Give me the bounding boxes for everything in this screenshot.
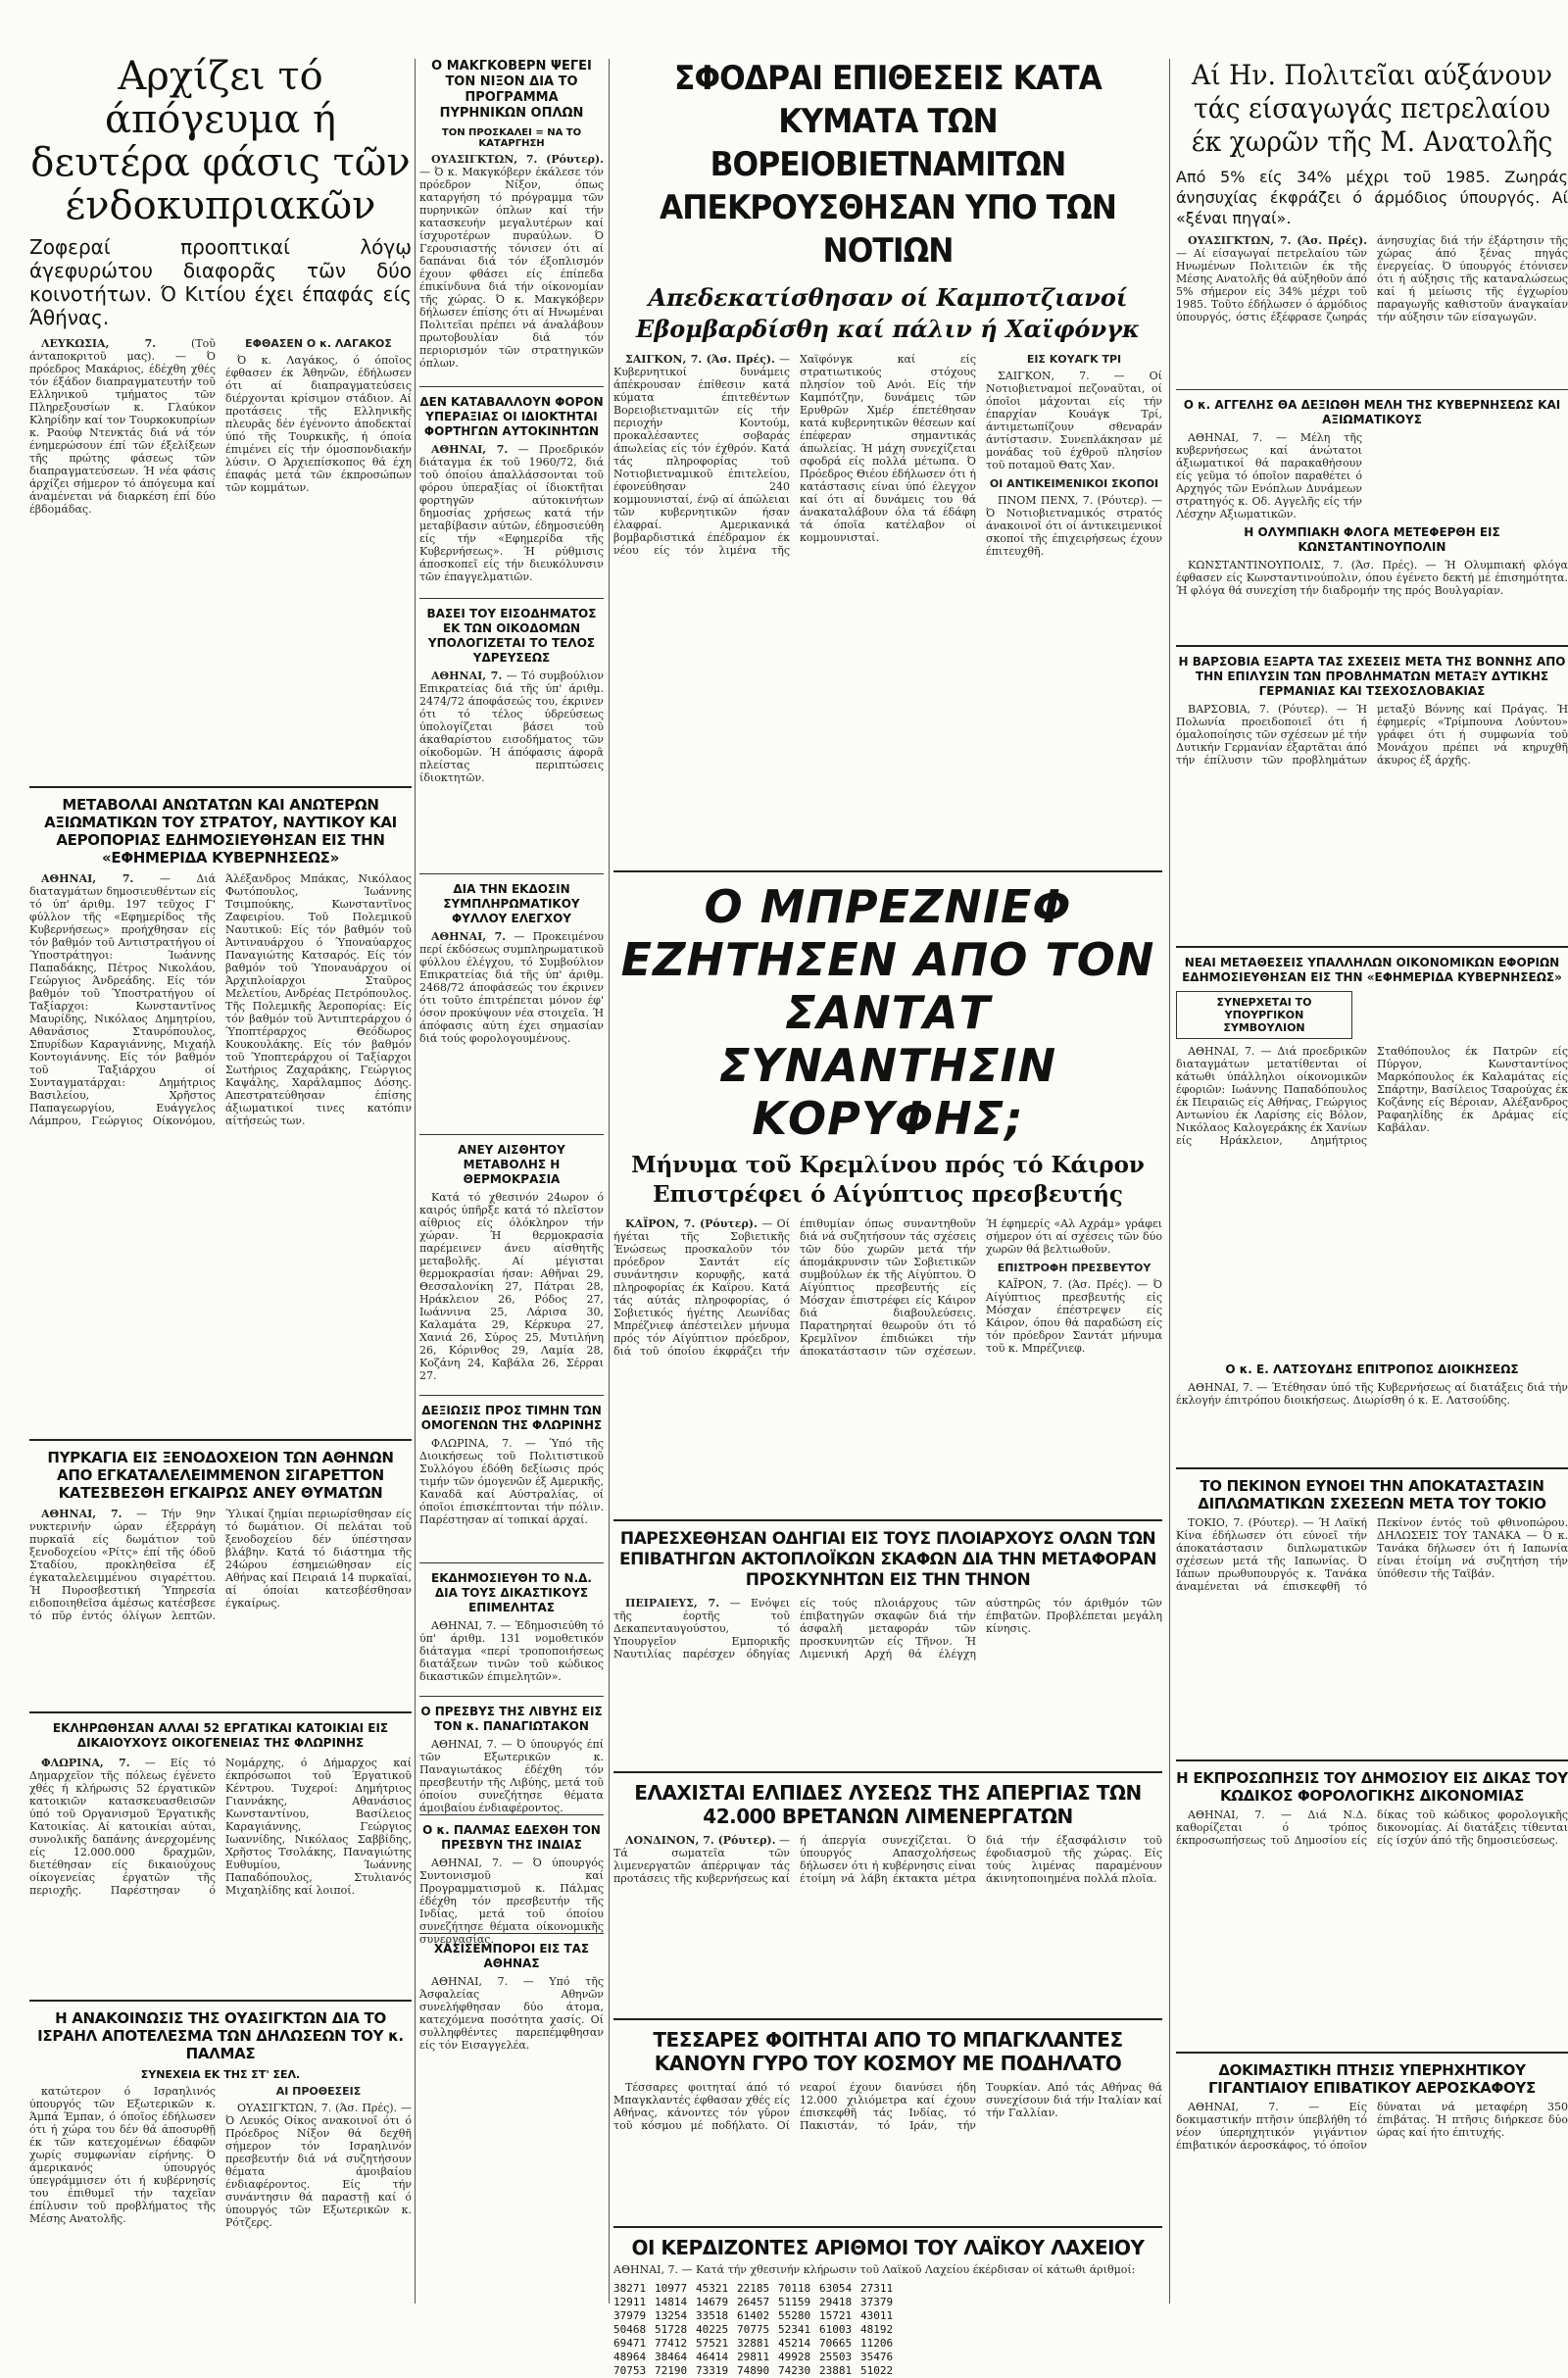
headline-warsaw-bonn: Η ΒΑΡΣΟΒΙΑ ΕΞΑΡΤΑ ΤΑΣ ΣΧΕΣΕΙΣ ΜΕΤΑ ΤΗΣ ΒΟΝΝΗΣ ΑΠΟ ΤΗΝ ΕΠΙΛΥΣΙΝ ΤΩΝ ΠΡΟΒΛΗΜΑΤΩΝ ΜΕΤΑΞΥ ΔΥΤΙΚΗΣ ΓΕΡΜΑΝΙΑΣ ΚΑΙ ΤΣΕΧΟΣΛΟΒΑΚΙΑΣ [1178,655,1566,698]
headline-libya-ambassador: Ο ΠΡΕΣΒΥΣ ΤΗΣ ΛΙΒΥΗΣ ΕΙΣ ΤΟΝ κ. ΠΑΝΑΓΙΩΤΑΚΟΝ [420,1705,603,1733]
lottery-numbers-table [613,2282,1162,2378]
lottery-number: 26457 [737,2296,770,2308]
lottery-number: 40225 [696,2323,729,2336]
lottery-number: 22185 [737,2282,770,2295]
lottery-number: 48964 [613,2351,647,2363]
article-vietnam-body [613,353,1162,863]
dateline: ΣΑΙΓΚΟΝ, 7. (Άσ. Πρές). [625,353,775,366]
article-text: Κατά τό χθεσινόν 24ωρον ό καιρός ύπῆρξε κατά τό πλεῖστον αίθριος είς όλόκληρον τήν χώραν. Ή θερμοκρασία παρέμεινεν άνευ αίσθητῆς μεταβολῆς. Αί μέγισται θερμοκρασίαι ήσαν: Αθῆναι 29, Θεσσαλονίκη 27, Πάτραι 28, Ηράκλειον 26, Ρόδος 27, Ιωάννινα 25, Λάρισα 30, Καλαμάτα 29, Κέρκυρα 27, Χανιά 26, Σύρος 25, Μυτιλήνη 26, Κόρινθος 29, Λαμία 28, Κοζάνη 24, Καβάλα 26, Σέρραι 27. [419,1191,604,1382]
dateline: ΦΛΩΡΙΝΑ, 7. [41,1757,130,1769]
article-workers-housing-body [29,1757,412,1992]
lottery-number: 27311 [860,2282,894,2295]
lottery-number: 73319 [696,2364,729,2377]
lead-headline-us-oil: Αί Ην. Πολιτεῖαι αύξάνουν τάς είσαγωγάς πετρελαίου έκ χωρῶν τῆς Μ. Ανατολῆς [1191,59,1553,158]
headline-mcgovern: Ο ΜΑΚΓΚΟΒΕΡΝ ΨΕΓΕΙ ΤΟΝ ΝΙΞΟΝ ΔΙΑ ΤΟ ΠΡΟΓΡΑΜΜΑ ΠΥΡΗΝΙΚΩΝ ΟΠΛΩΝ [431,59,592,121]
lottery-number: 48192 [860,2323,894,2336]
article-water-fee-body [419,669,604,866]
article-warsaw-bonn-body [1176,703,1568,938]
article-control-sheet-body [419,930,604,1126]
article-hotel-fire-body [29,1508,412,1704]
lottery-number: 38464 [655,2351,688,2363]
banner-headline-vietnam: ΣΦΟΔΡΑΙ ΕΠΙΘΕΣΕΙΣ ΚΑΤΑ ΚΥΜΑΤΑ ΤΩΝ ΒΟΡΕΙΟΒΙΕΤΝΑΜΙΤΩΝ ΑΠΕΚΡΟΥΣΘΗΣΑΝ ΥΠΟ ΤΩΝ ΝΟΤΙΩΝ [659,59,1117,271]
article-text: — Αί είσαγωγαί πετρελαίου τῶν Ηνωμένων Πολιτειῶν έκ τῆς Μέσης Ανατολῆς θά αύξηθοῦν άπό 5% σήμερον είς 34% μέχρι τοῦ 1985. Τοῦτο έδήλωσεν ό άρμόδιος ύπουργός, όστις έξέφρασε ζωηράς άνησυχίας διά τήν έξάρτησιν τῆς χώρας άπό ξένας πηγάς ένεργείας. Ό ύπουργός έτόνισεν ότι ή αύξησις τῆς καταναλώσεως καί ή μείωσις τῆς έγχωρίου παραγωγῆς καθιστοῦν άναγκαίαν τήν αύξησιν τῶν είσαγωγῶν. [1176,234,1568,323]
article-hashish-body [419,1975,604,2063]
headline-temperature: ΑΝΕΥ ΑΙΣΘΗΤΟΥ ΜΕΤΑΒΟΛΗΣ Η ΘΕΡΜΟΚΡΑΣΙΑ [458,1143,565,1186]
lottery-intro: ΑΘΗΝΑΙ, 7. — Κατά τήν χθεσινήν κλήρωσιν τοῦ Λαϊκοῦ Λαχείου έκέρδισαν οί κάτωθι άριθμοί: [613,2263,1136,2276]
headline-military-promotions: ΜΕΤΑΒΟΛΑΙ ΑΝΩΤΑΤΩΝ ΚΑΙ ΑΝΩΤΕΡΩΝ ΑΞΙΩΜΑΤΙΚΩΝ ΤΟΥ ΣΤΡΑΤΟΥ, ΝΑΥΤΙΚΟΥ ΚΑΙ ΑΕΡΟΠΟΡΙΑΣ ΕΔΗΜΟΣΙΕΥΘΗΣΑΝ ΕΙΣ ΤΗΝ «ΕΦΗΜΕΡΙΔΑ ΚΥΒΕΡΝΗΣΕΩΣ» [44,796,397,867]
article-olympic-flame-body [1176,559,1568,637]
article-dockers-strike-body [613,1834,1162,2010]
box-cabinet-meeting: ΣΥΝΕΡΧΕΤΑΙ ΤΟ ΥΠΟΥΡΓΙΚΟΝ ΣΥΜΒΟΥΛΙΟΝ [1176,991,1352,1039]
article-text: — Διά διαταγμάτων δημοσιευθέντων είς τό ύπ' άριθμ. 197 τεῦχος Γ' φύλλον τῆς «Εφημερίδος τῆς Κυβερνήσεως» προήχθησαν είς τόν βαθμόν τοῦ Αντιστρατήγου οί Ύποστράτηγοι: Ίωάννης Παπαδάκης, Πέτρος Νικολάου, Γεώργιος Άνδρεάδης. Είς τόν βαθμόν τοῦ Ύποστρατήγου οί Ταξίαρχοι: Κωνσταντῖνος Μαυρίδης, Νικόλαος Δημητρίου, Αθανάσιος Σταυρόπουλος, Σπυρίδων Καραγιάννης, Μιχαήλ Κοντογιάννης. Είς τόν βαθμόν τοῦ Ταξιάρχου οί Συνταγματάρχαι: Δημήτριος Βασιλείου, Χρῆστος Παπαγεωργίου, Ευάγγελος Λάμπρου, Γεώργιος Οίκονόμου, Άλέξανδρος Μπάκας, Νικόλαος Φωτόπουλος, Ίωάννης Τσιμπούκης, Κωνσταντῖνος Ζαφειρίου. Τοῦ Πολεμικοῦ Ναυτικοῦ: Είς τόν βαθμόν τοῦ Άντιναυάρχου ό Ύποναύαρχος Παναγιώτης Κατσαρός. Είς τόν βαθμόν τοῦ Ύποναυάρχου οί Άρχιπλοίαρχοι Σταῦρος Μελετίου, Ανδρέας Πετρόπουλος. Τῆς Πολεμικῆς Άεροπορίας: Είς τόν βαθμόν τοῦ Άντιπτεράρχου ό Ύποπτέραρχος Θεόδωρος Κουκουλάκης. Είς τόν βαθμόν τοῦ Ύποπτεράρχου οί Ταξίαρχοι Σωτήριος Ζαχαράκης, Γεώργιος Καψάλης, Χαράλαμπος Δόσης. Απεστρατεύθησαν έπίσης άξιωματικοί τινες κατόπιν αίτήσεώς των. [29,872,412,1127]
dateline: ΛΕΥΚΩΣΙΑ, 7. [41,337,157,350]
lottery-number: 52341 [778,2323,811,2336]
headline-lottery: ΟΙ ΚΕΡΔΙΖΟΝΤΕΣ ΑΡΙΘΜΟΙ ΤΟΥ ΛΑΪΚΟΥ ΛΑΧΕΙΟΥ [631,2236,1145,2259]
lottery-row [613,2323,1162,2337]
article-text: ΑΘΗΝΑΙ, 7. — Διά Ν.Δ. καθορίζεται ό τρόπος έκπροσωπήσεως τοῦ Δημοσίου είς δίκας τοῦ κώδικος φορολογικῆς δικονομίας. Αί διατάξεις τίθενται είς ίσχύν άπό τῆς δημοσιεύσεως. [1176,1808,1568,1847]
lottery-number: 25503 [819,2351,853,2363]
lottery-number: 74890 [737,2364,770,2377]
article-text: — Τά σωματεῖα τῶν λιμενεργατῶν άπέρριψαν τάς προτάσεις τῆς κυβερνήσεως καί ή άπεργία συνεχίζεται. Ό ύπουργός Απασχολήσεως δήλωσεν ότι ή κυβέρνησις είναι έτοίμη νά λάβη έκτακτα μέτρα διά τήν έξασφάλισιν τοῦ έφοδιασμοῦ τῆς χώρας. Είς τούς λιμένας παραμένουν άκινητοποιημένα πολλά πλοῖα. [613,1834,1162,1885]
article-subhead: ΑΙ ΠΡΟΘΕΣΕΙΣ [275,2085,362,2098]
column-rule-2 [609,59,610,2304]
lottery-number: 51159 [778,2296,811,2308]
headline-hotel-fire: ΠΥΡΚΑΓΙΑ ΕΙΣ ΞΕΝΟΔΟΧΕΙΟΝ ΤΩΝ ΑΘΗΝΩΝ ΑΠΟ ΕΓΚΑΤΑΛΕΛΕΙΜΜΕΝΟΝ ΣΙΓΑΡΕΤΤΟΝ ΚΑΤΕΣΒΕΣΘΗ ΕΓΚΑΙΡΩΣ ΑΝΕΥ ΘΥΜΑΤΩΝ [47,1449,394,1502]
article-cyprus-body [29,337,412,778]
dateline: ΟΥΑΣΙΓΚΤΩΝ, 7. (Ρόυτερ). [431,153,604,166]
headline-angelis-dinner: Ο κ. ΑΓΓΕΛΗΣ ΘΑ ΔΕΞΙΩΘΗ ΜΕΛΗ ΤΗΣ ΚΥΒΕΡΝΗΣΕΩΣ ΚΑΙ ΑΞΙΩΜΑΤΙΚΟΥΣ [1183,398,1561,426]
lottery-number: 61003 [819,2323,853,2336]
lottery-number: 23881 [819,2364,853,2377]
lottery-number: 70118 [778,2282,811,2295]
lottery-number: 74230 [778,2364,811,2377]
lottery-number: 13254 [655,2309,688,2322]
headline-bangladesh-cyclists: ΤΕΣΣΑΡΕΣ ΦΟΙΤΗΤΑΙ ΑΠΟ ΤΟ ΜΠΑΓΚΛΑΝΤΕΣ ΚΑΝΟΥΝ ΓΥΡΟ ΤΟΥ ΚΟΣΜΟΥ ΜΕ ΠΟΔΗΛΑΤΟ [653,2028,1123,2075]
dateline: ΑΘΗΝΑΙ, 7. [41,872,134,885]
lottery-row [613,2282,1162,2296]
continuation-kicker: ΣΥΝΕΧΕΙΑ ΕΚ ΤΗΣ ΣΤ' ΣΕΛ. [140,2068,301,2081]
article-angelis-dinner-body [1176,431,1362,520]
dateline: ΑΘΗΝΑΙ, 7. [431,669,503,682]
lottery-row [613,2337,1162,2351]
article-peking-tokyo-body [1176,1516,1568,1752]
lottery-number: 32881 [737,2337,770,2350]
article-text: ΑΘΗΝΑΙ, 7. — Ό ύπουργός Συντονισμοῦ καί Προγραμματισμοῦ κ. Πάλμας έδέχθη τόν πρεσβευτήν τῆς Ινδίας, μετά τοῦ όποίου συνεζήτησε θέματα οίκονομικῆς συνεργασίας. [419,1857,604,1946]
article-text: (Τοῦ άνταποκριτοῦ μας). — Ό πρόεδρος Μακάριος, έδέχθη χθές τόν έξάδον διαπραγματευτήν τοῦ Ελληνικοῦ τμήματος τῶν Πληρεξουσίων κ. Γλαύκον Κληρίδην καί τον Τουρκοκυπρίων κ. Ραούφ Ντενκτάς διά νά τόν ένημερώσουν έπί τῶν έξελίξεων τῆς πρώτης φάσεως τῶν διαπραγματεύσεων. Ή νέα φάσις άρχίζει σήμερον τό άπόγευμα καί άναμένεται νά διαρκέση έπί δύο έβδομάδας. [29,337,216,516]
article-temperature-body [419,1191,604,1387]
lottery-number: 33518 [696,2309,729,2322]
headline-tax-procedure: Η ΕΚΠΡΟΣΩΠΗΣΙΣ ΤΟΥ ΔΗΜΟΣΙΟΥ ΕΙΣ ΔΙΚΑΣ ΤΟΥ ΚΩΔΙΚΟΣ ΦΟΡΟΛΟΓΙΚΗΣ ΔΙΚΟΝΟΜΙΑΣ [1176,1769,1568,1805]
article-tax-office-transfers-body [1176,1045,1568,1359]
article-latsoudis-body [1176,1381,1568,1460]
lottery-number: 77412 [655,2337,688,2350]
article-text: ΑΘΗΝΑΙ, 7. — Διά προεδρικῶν διαταγμάτων μετατίθενται οί κάτωθι ύπάλληλοι οίκονομικῶν έφοριῶν: Ιωάννης Παπαδόπουλος έκ Πειραιῶς είς Αθήνας, Γεώργιος Αντωνίου έκ Λαρίσης είς Βόλον, Νικόλαος Καλογεράκης έκ Χανίων είς Ηράκλειον, Δημήτριος Σταθόπουλος έκ Πατρῶν είς Πύργον, Κωνσταντίνος Μαρκόπουλος έκ Καλαμάτας είς Σπάρτην, Βασίλειος Τσαρούχας έκ Κοζάνης είς Βέροιαν, Αλέξανδρος Ραφαηλίδης έκ Δράμας είς Καβάλαν. [1176,1045,1568,1147]
lottery-number: 55280 [778,2309,811,2322]
lottery-number: 70665 [819,2337,853,2350]
article-text: Τέσσαρες φοιτηταί άπό τό Μπαγκλαντές έφθασαν χθές είς Αθήνας, κάνοντες τόν γῦρον τοῦ κόσμου μέ ποδήλατο. Οί νεαροί έχουν διανύσει ήδη 12.000 χιλιόμετρα καί έχουν έπισκεφθῆ τάς Ινδίας, τό Πακιστάν, τό Ιράν, τήν Τουρκίαν. Από τάς Αθήνας θά συνεχίσουν διά τήν Ιταλίαν καί τήν Γαλλίαν. [613,2081,1162,2132]
dateline: ΚΑΪΡΟΝ, 7. (Ρόυτερ). [625,1217,758,1230]
lottery-number: 10977 [655,2282,688,2295]
headline-truck-tax: ΔΕΝ ΚΑΤΑΒΑΛΛΟΥΝ ΦΟΡΟΝ ΥΠΕΡΑΞΙΑΣ ΟΙ ΙΔΙΟΚΤΗΤΑΙ ΦΟΡΤΗΓΩΝ ΑΥΤΟΚΙΝΗΤΩΝ [419,395,604,438]
dateline: ΛΟΝΔΙΝΟΝ, 7. (Ρόυτερ). [625,1834,776,1847]
lottery-number: 51728 [655,2323,688,2336]
article-florina-reception-body [419,1437,604,1555]
lottery-number: 57521 [696,2337,729,2350]
lottery-number: 51022 [860,2364,894,2377]
article-text: ΣΑΙΓΚΟΝ, 7. — Οί Νοτιοβιετναμοί πεζοναῦται, οί όποῖοι μάχονται είς τήν έπαρχίαν Κουάγκ Τρί, άντιμετωπίζουν σθεναράν άντίστασιν. Συνεπλάκησαν μέ μονάδας τοῦ έχθροῦ πλησίον τοῦ ποταμοῦ Θατς Χαν. [986,370,1162,471]
headline-tax-office-transfers: ΝΕΑΙ ΜΕΤΑΘΕΣΕΙΣ ΥΠΑΛΛΗΛΩΝ ΟΙΚΟΝΟΜΙΚΩΝ ΕΦΟΡΙΩΝ ΕΔΗΜΟΣΙΕΥΘΗΣΑΝ ΕΙΣ ΤΗΝ «ΕΦΗΜΕΡΙΔΑ ΚΥΒΕΡΝΗΣΕΩΣ» [1182,956,1562,984]
headline-water-fee: ΒΑΣΕΙ ΤΟΥ ΕΙΣΟΔΗΜΑΤΟΣ ΕΚ ΤΩΝ ΟΙΚΟΔΟΜΩΝ ΥΠΟΛΟΓΙΖΕΤΑΙ ΤΟ ΤΕΛΟΣ ΥΔΡΕΥΣΕΩΣ [426,607,597,665]
dateline: ΑΘΗΝΑΙ, 7. [41,1508,122,1520]
lottery-number: 38271 [613,2282,647,2295]
lottery-number: 50468 [613,2323,647,2336]
lottery-number: 11206 [860,2337,894,2350]
lottery-number: 49928 [778,2351,811,2363]
article-subhead: ΟΙ ΑΝΤΙΚΕΙΜΕΝΙΚΟΙ ΣΚΟΠΟΙ [989,477,1159,490]
column-4 [1176,0,1568,2297]
article-brezhnev-body [613,1217,1162,1511]
dateline: ΟΥΑΣΙΓΚΤΩΝ, 7. (Άσ. Πρές). [1188,234,1367,247]
lottery-number: 14679 [696,2296,729,2308]
lottery-number: 14814 [655,2296,688,2308]
lottery-number: 70753 [613,2364,647,2377]
article-libya-ambassador-body [419,1738,604,1814]
article-subhead: ΕΦΘΑΣΕΝ Ο κ. ΛΑΓΑΚΟΣ [245,337,392,350]
lead-headline-brezhnev: Ο ΜΠΡΕΖΝΙΕΦ ΕΖΗΤΗΣΕΝ ΑΠΟ ΤΟΝ ΣΑΝΤΑΤ ΣΥΝΑΝΤΗΣΙΝ ΚΟΡΥΦΗΣ; [620,880,1155,1145]
article-supersonic-flight-body [1176,2101,1568,2297]
column-1 [29,0,412,2271]
article-text: ΒΑΡΣΟΒΙΑ, 7. (Ρόυτερ). — Ή Πολωνία προειδοποιεῖ ότι ή όμαλοποίησις τῶν σχέσεων μέ τήν Δυτικήν Γερμανίαν έξαρτᾶται άπό τήν έπίλυσιν τῶν προβλημάτων μεταξύ Βόννης καί Πράγας. Ή έφημερίς «Τρίμπουνα Λούντου» γράφει ότι ή συμφωνία τοῦ Μονάχου πρέπει νά κηρυχθῆ άκυρος έξ άρχῆς. [1176,703,1568,767]
article-text: ΑΘΗΝΑΙ, 7. — Μέλη τῆς κυβερνήσεως καί άνώτατοι άξιωματικοί θά παρακαθήσουν είς γεῦμα τό όποῖον παραθέτει ό Αρχηγός τῶν Ενόπλων Δυνάμεων στρατηγός κ. Οδ. Αγγελῆς είς τήν Λέσχην Αξιωματικῶν. [1176,431,1362,520]
lottery-number: 29811 [737,2351,770,2363]
column-rule-3 [1169,59,1170,2304]
lottery-row [613,2309,1162,2323]
lottery-number: 45321 [696,2282,729,2295]
article-text: — Τό συμβούλιον Επικρατείας διά τῆς ύπ' άριθμ. 2474/72 άποφάσεώς του, έκρινεν ότι τό τέλος ύδρεύσεως ύπολογίζεται βάσει τοῦ άκαθαρίστου εισοδήματος τῶν οίκοδομῶν. Ή άπόφασις άφορᾶ πλείστας περιπτώσεις ίδιοκτητῶν. [419,669,605,784]
lottery-number: 37379 [860,2296,894,2308]
article-text: κατώτερον ό Ισραηλινός ύπουργός τῶν Εξωτερικῶν κ. Άμπά Έμπαν, ό όποῖος έδήλωσεν ότι ή χώρα του δέν θά άποσυρθῇ έκ τῶν κατεχομένων έδαφῶν χωρίς συμφωνίαν είρήνης. Ό άμερικανός ύπουργός ύπεγράμμισεν ότι ή κυβέρνησίς του έπιθυμεῖ τήν ταχεῖαν έπίλυσιν τοῦ προβλήματος τῆς Μέσης Ανατολῆς. [29,2085,216,2225]
banner-subheadline-vietnam: Απεδεκατίσθησαν οί Καμποτζιανοί Εβομβαρδίσθη καί πάλιν ή Χαϊφόνγκ [636,283,1140,343]
article-us-oil-body [1176,234,1568,381]
lottery-number: 43011 [860,2309,894,2322]
article-text: ΤΟΚΙΟ, 7. (Ρόυτερ). — Ή Λαϊκή Κίνα έδήλωσεν ότι εύνοεῖ τήν άποκατάστασιν διπλωματικῶν σχέσεων μετά τῆς Ιαπωνίας. Ό Ιάπων πρωθυπουργός κ. Τανάκα άναμένεται νά έπισκεφθῆ τό Πεκίνον έντός τοῦ φθινοπώρου. ΔΗΛΩΣΕΙΣ ΤΟΥ ΤΑΝΑΚΑ — Ό κ. Τανάκα δήλωσεν ότι ή Ιαπωνία είναι έτοίμη νά συζητήση τήν ύπόθεσιν τῆς Ταϊβάν. [1176,1516,1568,1593]
article-text: ΑΘΗΝΑΙ, 7. — Υπό τῆς Άσφαλείας Αθηνῶν συνελήφθησαν δύο άτομα, κατεχόμενα ποσότητα χασίς. Οί συλληφθέντες παρεπέμφθησαν είς τόν Εισαγγελέα. [419,1975,604,2052]
headline-india-ambassador: Ο κ. ΠΑΛΜΑΣ ΕΔΕΧΘΗ ΤΟΝ ΠΡΕΣΒΥΝ ΤΗΣ ΙΝΔΙΑΣ [422,1823,601,1852]
article-text: ΦΛΩΡΙΝΑ, 7. — Ύπό τῆς Διοικήσεως τοῦ Πολιτιστικοῦ Συλλόγου έδόθη δεξίωσις πρός τιμήν τῶν όμογενῶν έξ Αμερικῆς, Καναδᾶ καί Αύστραλίας, οί όποῖοι έπισκέπτονται τήν πόλιν. Παρέστησαν αί τοπικαί άρχαί. [419,1437,605,1526]
lottery-number: 69471 [613,2337,647,2350]
column-3 [613,0,1162,2378]
headline-olympic-flame: Η ΟΛΥΜΠΙΑΚΗ ΦΛΟΓΑ ΜΕΤΕΦΕΡΘΗ ΕΙΣ ΚΩΝΣΤΑΝΤΙΝΟΥΠΟΛΙΝ [1244,525,1500,554]
article-washington-israel-body [29,2085,412,2271]
article-text: ΠΝΟΜ ΠΕΝΧ, 7. (Ρόυτερ). — Ό Νοτιοβιετναμικός στρατός άνακοινοῖ ότι οί άντικειμενικοί σκοποί τῆς έπιχειρήσεως έχουν έπιτευχθῆ. [986,494,1162,558]
headline-latsoudis: Ο κ. Ε. ΛΑΤΣΟΥΔΗΣ ΕΠΙΤΡΟΠΟΣ ΔΙΟΙΚΗΣΕΩΣ [1225,1362,1519,1376]
article-text: ΑΘΗΝΑΙ, 7. — Έδημοσιεύθη τό ύπ' άριθμ. 131 νομοθετικόν διάταγμα «περί τροποποιήσεως διατάξεων τινῶν τοῦ κώδικος δικαστικῶν έπιμελητῶν». [419,1619,604,1683]
lottery-number: 37979 [613,2309,647,2322]
lottery-number: 29418 [819,2296,853,2308]
dateline: ΑΘΗΝΑΙ, 7. [431,930,507,943]
article-text: ΟΥΑΣΙΓΚΤΩΝ, 7. (Άσ. Πρές). — Ό Λευκός Οίκος ανακοινοῖ ότι ό Πρόεδρος Νίξον θά δεχθῆ σήμερον τόν Ισραηλινόν πρεσβευτήν διά νά συζητήσουν θέματα άμοιβαίου ένδιαφέροντος. Είς τήν συνάντησιν θά παραστῇ καί ό ύπουργός τῶν Εξωτερικῶν κ. Ρότζερς. [225,2102,412,2229]
article-text: — Προκειμένου περί έκδόσεως συμπληρωματικοῦ φύλλου έλέγχου, τό Συμβούλιον Επικρατείας διά τῆς ύπ' άριθμ. 2468/72 άποφάσεώς του έκρινεν ότι τοῦτο έπιτρέπεται μόνον έφ' όσον προκύψουν νέα στοιχεῖα. Ή άπόφασις αύτη έχει σημασίαν διά τούς φορολογουμένους. [419,930,604,1045]
headline-washington-israel: Η ΑΝΑΚΟΙΝΩΣΙΣ ΤΗΣ ΟΥΑΣΙΓΚΤΩΝ ΔΙΑ ΤΟ ΙΣΡΑΗΛ ΑΠΟΤΕΛΕΣΜΑ ΤΩΝ ΔΗΛΩΣΕΩΝ ΤΟΥ κ. ΠΑΛΜΑΣ [37,2009,404,2062]
article-text: ΑΘΗΝΑΙ, 7. — Ό ύπουργός έπί τῶν Εξωτερικῶν κ. Παναγιωτάκος έδέχθη τόν πρεσβευτήν τῆς Λιβύης, μετά τοῦ όποίου συνεζήτησε θέματα άμοιβαίου ένδιαφέροντος. [419,1738,604,1814]
article-text: ΚΑΪΡΟΝ, 7. (Άσ. Πρές). — Ό Αίγύπτιος πρεσβευτής είς Μόσχαν έπέστρεψεν είς Κάιρον, όπου θά παραδώση είς τόν πρόεδρον Σαντάτ μήνυμα τοῦ κ. Μπρέζνιεφ. [986,1278,1162,1355]
article-military-body [29,872,412,1431]
lottery-number: 61402 [737,2309,770,2322]
lottery-number: 35476 [860,2351,894,2363]
headline-mcgovern-kicker: ΤΟΝ ΠΡΟΣΚΑΛΕΙ = ΝΑ ΤΟ ΚΑΤΑΡΓΗΣΗ [441,127,582,149]
lottery-number: 46414 [696,2351,729,2363]
dateline: ΑΘΗΝΑΙ, 7. [431,443,509,456]
lead-subheadline-cyprus: Ζοφεραί προοπτικαί λόγῳ άγεφυρώτου διαφορᾶς τῶν δύο κοινοτήτων. Ό Κιτίου έχει έπαφάς είς Άθήνας. [29,235,412,329]
headline-hashish: ΧΑΣΙΣΕΜΠΟΡΟΙ ΕΙΣ ΤΑΣ ΑΘΗΝΑΣ [433,1942,590,1970]
article-tax-procedure-body [1176,1808,1568,2044]
lottery-row [613,2296,1162,2309]
article-text: ΚΩΝΣΤΑΝΤΙΝΟΥΠΟΛΙΣ, 7. (Άσ. Πρές). — Ή Ολυμπιακή φλόγα έφθασεν είς Κωνσταντινούπολιν, όπου έγένετο δεκτή μέ έπισημότητα. Ή φλόγα θά συνεχίση τήν διαδρομήν της πρός Βουλγαρίαν. [1176,559,1568,597]
article-text: — Οί ήγέται τῆς Σοβιετικῆς Ένώσεως προσκαλοῦν τόν πρόεδρον Σαντάτ είς συνάντησιν κορυφῆς, κατά πληροφορίας έκ Καΐρου. Κατά τάς αύτάς πληροφορίας, ό Σοβιετικός ήγέτης Λεωνίδας Μπρέζνιεφ άπέστειλεν μήνυμα πρός τόν Αίγύπτιον πρόεδρον, διά τοῦ όποίου έκφράζει τήν έπιθυμίαν όπως συναντηθοῦν διά νά συζητήσουν τάς σχέσεις τῶν δύο χωρῶν μετά τήν άπομάκρυνσιν τῶν Σοβιετικῶν συμβούλων έκ τῆς Αίγύπτου. Ό Αίγύπτιος πρεσβευτής είς Μόσχαν έπιστρέφει είς Κάιρον διά διαβουλεύσεις. Παρατηρηταί θεωροῦν ότι τό Κρεμλῖνον έπιδιώκει τήν άποκατάστασιν τῶν σχέσεων. Ή έφημερίς «Αλ Αχράμ» γράφει σήμερον ότι αί σχέσεις τῶν δύο χωρῶν θά βελτιωθοῦν. [613,1217,1162,1358]
headline-control-sheet: ΔΙΑ ΤΗΝ ΕΚΔΟΣΙΝ ΣΥΜΠΛΗΡΩΜΑΤΙΚΟΥ ΦΥΛΛΟΥ ΕΛΕΓΧΟΥ [443,882,580,925]
column-2 [419,0,604,2063]
article-subhead: ΕΙΣ ΚΟΥΑΓΚ ΤΡΙ [1026,353,1122,366]
article-india-ambassador-body [419,1857,604,1946]
column-rule-1 [415,59,416,2304]
article-text: — Ό κ. Μακγκόβερν έκάλεσε τόν πρόεδρον Νίξον, όπως καταργήση τό πρόγραμμα τῶν πυρηνικῶν όπλων καί τήν κατασκευήν μεγαλυτέρων καί ίσχυροτέρων πυραύλων. Ό Γερουσιαστής τόνισεν ότι αί δαπάναι διά τόν έξοπλισμόν έχουν φθάσει είς έπίπεδα έπικίνδυνα διά τήν οίκονομίαν τῆς χώρας. Ό κ. Μακγκόβερν δήλωσεν έπίσης ότι αί Ηνωμέναι Πολιτεῖαι πρέπει νά άναλάβουν πρωτοβουλίαν διά τόν περιορισμόν τῶν στρατηγικῶν όπλων. [419,166,604,370]
article-subhead: ΕΠΙΣΤΡΟΦΗ ΠΡΕΣΒΕΥΤΟΥ [997,1262,1152,1274]
article-text: — Προεδρικόν διάταγμα έκ τοῦ 1960/72, διά τοῦ όποίου άπαλλάσσονται τοῦ φόρου ύπεραξίας οί ίδιοκτῆται φορτηγῶν αύτοκινήτων δημοσίας χρήσεως κατά τήν μεταβίβασιν αύτῶν, έδημοσιεύθη είς τήν «Εφημερίδα τῆς Κυβερνήσεως». Ή ρύθμισις άποσκοπεῖ είς τήν διευκόλυνσιν τῶν έπαγγελματιῶν. [419,443,605,583]
lottery-number: 15721 [819,2309,853,2322]
article-tinos-pilgrims-body [613,1597,1162,1763]
headline-dockers-strike: ΕΛΑΧΙΣΤΑΙ ΕΛΠΙΔΕΣ ΛΥΣΕΩΣ ΤΗΣ ΑΠΕΡΓΙΑΣ ΤΩΝ 42.000 ΒΡΕΤΑΝΩΝ ΛΙΜΕΝΕΡΓΑΤΩΝ [634,1781,1142,1828]
lottery-number: 70775 [737,2323,770,2336]
lead-subheadline-us-oil: Από 5% είς 34% μέχρι τοῦ 1985. Ζωηράς άνησυχίας έκφράζει ό άρμόδιος ύπουργός. Αί «ξέναι πηγαί». [1176,168,1568,227]
lottery-number: 63054 [819,2282,853,2295]
article-text: — Τήν 9ην νυκτερινήν ώραν έξερράγη πυρκαϊά είς δωμάτιον τοῦ ξενοδοχείου «Ρίτς» έπί τῆς όδοῦ Σταδίου, προκληθεῖσα έξ έγκαταλελειμμένου σιγαρέττου. Ή Πυροσβεστική Ύπηρεσία ειδοποιηθεῖσα άμέσως κατέσβεσε τό πῦρ έντός όλίγων λεπτῶν. Ύλικαί ζημίαι περιωρίσθησαν είς τό δωμάτιον. Οί πελάται τοῦ ξενοδοχείου δέν ύπέστησαν βλάβην. Κατά τό διάστημα τῆς 24ώρου έσημειώθησαν είς Αθήνας καί Πειραιά 14 πυρκαϊαί, αί όποίαι κατεσβέσθησαν έγκαίρως. [29,1508,412,1622]
lottery-row [613,2351,1162,2364]
lottery-number: 72190 [655,2364,688,2377]
article-text: — Κυβερνητικοί δυνάμεις άπέκρουσαν έπίθεσιν κατά κύματα έπιτεθέντων Βορειοβιετναμιτῶν είς τήν περιοχήν Κοντούμ, προκαλέσαντες σοβαράς άπωλείας είς τόν έχθρόν. Κατά τάς πληροφορίας τοῦ Νοτιοβιετναμικοῦ έπιτελείου, έφονεύθησαν 240 κομμουνισταί, ένῷ αί άπώλειαι τῶν κυβερνητικῶν ήσαν έλαφραί. Αμερικανικά βομβαρδιστικά έπέδραμον έκ νέου είς τόν λιμένα τῆς Χαϊφόνγκ καί είς στρατιωτικούς στόχους πλησίον τοῦ Ανόι. Είς τήν Καμπότζην, δυνάμεις τῶν Ερυθρῶν Χμέρ έπετέθησαν κατά κυβερνητικῶν θέσεων καί έπέφεραν σημαντικάς άπωλείας. Ή μάχη συνεχίζεται σφοδρά είς πολλά μέτωπα. Ό Πρόεδρος Θιέου έδήλωσεν ότι ή κατάστασις είναι ύπό έλεγχον καί ότι αί δυνάμεις του θά άνακαταλάβουν όλα τά έδάφη τά όποῖα κατέλαβον οί κομμουνισταί. [613,353,976,557]
headline-workers-housing: ΕΚΛΗΡΩΘΗΣΑΝ ΑΛΛΑΙ 52 ΕΡΓΑΤΙΚΑΙ ΚΑΤΟΙΚΙΑΙ ΕΙΣ ΔΙΚΑΙΟΥΧΟΥΣ ΟΙΚΟΓΕΝΕΙΑΣ ΤΗΣ ΦΛΩΡΙΝΗΣ [52,1721,389,1750]
article-text: — Είς τό Δημαρχεῖον τῆς πόλεως έγένετο χθές ή κλήρωσις 52 έργατικῶν κατοικιῶν κατασκευασθεισῶν ύπό τοῦ Οργανισμοῦ Έργατικῆς Κατοικίας. Αί κατοικίαι αύται, συνολικῆς δαπάνης άνερχομένης είς 12.000.000 δραχμῶν, διετέθησαν είς δικαιούχους οίκογενείας έργατῶν τῆς περιοχῆς. Παρέστησαν ό Νομάρχης, ό Δήμαρχος καί έκπρόσωποι τοῦ Έργατικοῦ Κέντρου. Τυχεροί: Δημήτριος Γιαννάκης, Αθανάσιος Κωνσταντίνου, Βασίλειος Καραγιάννης, Γεώργιος Ιωαννίδης, Νικόλαος Σαββίδης, Χρῆστος Τσολάκης, Παναγιώτης Ευθυμίου, Ίωάννης Παπαδόπουλος, Στυλιανός Μιχαηλίδης καί λοιποί. [29,1757,412,1897]
headline-florina-reception: ΔΕΞΙΩΣΙΣ ΠΡΟΣ ΤΙΜΗΝ ΤΩΝ ΟΜΟΓΕΝΩΝ ΤΗΣ ΦΛΩΡΙΝΗΣ [420,1404,603,1432]
headline-bailiffs: ΕΚΔΗΜΟΣΙΕΥΘΗ ΤΟ Ν.Δ. ΔΙΑ ΤΟΥΣ ΔΙΚΑΣΤΙΚΟΥΣ ΕΠΙΜΕΛΗΤΑΣ [431,1571,592,1614]
article-bailiffs-body [419,1619,604,1688]
lottery-number: 45214 [778,2337,811,2350]
article-text: ΑΘΗΝΑΙ, 7. — Είς δοκιμαστικήν πτῆσιν ύπεβλήθη τό νέον ύπερηχητικόν γιγάντιον έπιβατικόν άεροσκάφος, τό όποῖον δύναται νά μεταφέρη 350 έπιβάτας. Ή πτῆσις διήρκεσε δύο ώρας καί ήτο έπιτυχής. [1176,2101,1568,2152]
headline-supersonic-flight: ΔΟΚΙΜΑΣΤΙΚΗ ΠΤΗΣΙΣ ΥΠΕΡΗΧΗΤΙΚΟΥ ΓΙΓΑΝΤΙΑΙΟΥ ΕΠΙΒΑΤΙΚΟΥ ΑΕΡΟΣΚΑΦΟΥΣ [1208,2061,1536,2097]
article-bangladesh-cyclists-body [613,2081,1162,2218]
article-mcgovern-body [419,153,604,378]
headline-tinos-pilgrims: ΠΑΡΕΣΧΕΘΗΣΑΝ ΟΔΗΓΙΑΙ ΕΙΣ ΤΟΥΣ ΠΛΟΙΑΡΧΟΥΣ ΟΛΩΝ ΤΩΝ ΕΠΙΒΑΤΗΓΩΝ ΑΚΤΟΠΛΟΪΚΩΝ ΣΚΑΦΩΝ ΔΙΑ ΤΗΝ ΜΕΤΑΦΟΡΑΝ ΠΡΟΣΚΥΝΗΤΩΝ ΕΙΣ ΤΗΝ ΤΗΝΟΝ [619,1529,1156,1590]
article-truck-tax-body [419,443,604,590]
article-text: — Ενόψει τῆς έορτῆς τοῦ Δεκαπενταυγούστου, τό Υπουργεῖον Εμπορικῆς Ναυτιλίας παρέσχεν όδηγίας είς τούς πλοιάρχους τῶν έπιβατηγῶν σκαφῶν διά τήν άσφαλῆ μεταφοράν τῶν προσκυνητῶν είς Τῆνον. Ή Λιμενική Αρχή θά έλέγχη αύστηρῶς τόν άριθμόν τῶν έπιβατῶν. Προβλέπεται μεγάλη κίνησις. [613,1597,1162,1660]
lottery-row [613,2364,1162,2378]
lottery-number: 12911 [613,2296,647,2308]
article-text: ΑΘΗΝΑΙ, 7. — Έτέθησαν ύπό τῆς Κυβερνήσεως αί διατάξεις διά τήν έκλογήν έπιτρόπου διοικήσεως. Διωρίσθη ό κ. Ε. Λατσούδης. [1176,1381,1568,1407]
lead-headline-cyprus: Αρχίζει τό άπόγευμα ή δευτέρα φάσις τῶν ένδοκυπριακῶν [30,54,411,228]
dateline: ΠΕΙΡΑΙΕΥΣ, 7. [625,1597,720,1610]
headline-peking-tokyo: ΤΟ ΠΕΚΙΝΟΝ ΕΥΝΟΕΙ ΤΗΝ ΑΠΟΚΑΤΑΣΤΑΣΙΝ ΔΙΠΛΩΜΑΤΙΚΩΝ ΣΧΕΣΕΩΝ ΜΕΤΑ ΤΟΥ ΤΟΚΙΟ [1198,1477,1546,1512]
lead-subheadline-brezhnev: Μήνυμα τοῦ Κρεμλίνου πρός τό Κάιρον Επιστρέφει ό Αίγύπτιος πρεσβευτής [631,1152,1145,1208]
article-text: Ό κ. Λαγάκος, ό όποῖος έφθασεν έκ Άθηνῶν, έδήλωσεν ότι αί διαπραγματεύσεις διέρχονται κρίσιμον στάδιον. Αί προτάσεις τῆς Ελληνικῆς πλευρᾶς δέν έγένοντο άποδεκταί ύπό τῆς Τουρκικῆς, ή όποία έπιμένει είς τήν όμοσπονδιακήν λύσιν. Ο Άρχιεπίσκοπος θά έχη έπαφάς μετά τῶν έκπροσώπων τῶν κομμάτων. [225,354,412,494]
